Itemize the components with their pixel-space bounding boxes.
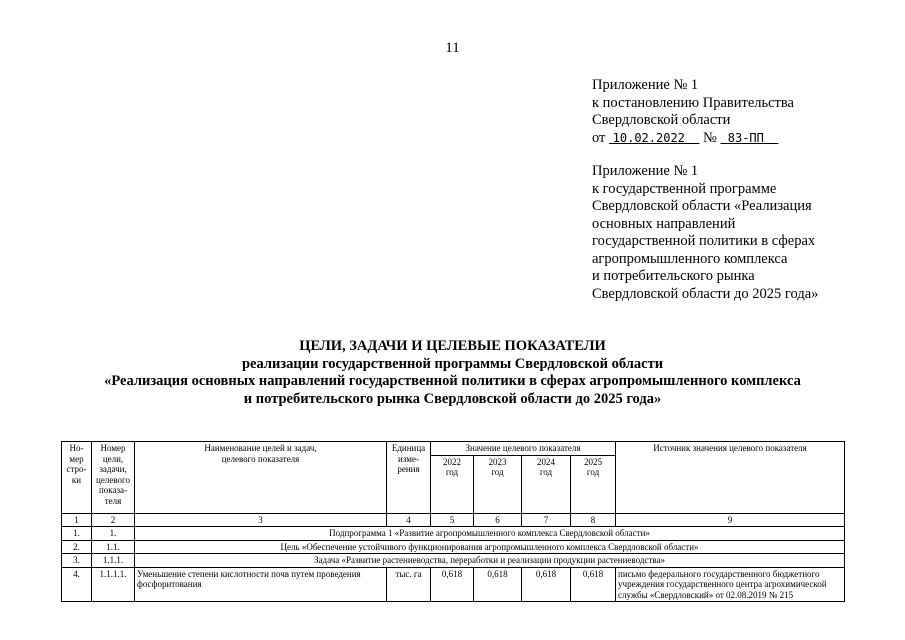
indicators-table: [61, 441, 845, 602]
annex2-line: Приложение № 1: [592, 163, 699, 179]
row-number: 1.: [62, 527, 92, 541]
row-code: 1.: [92, 527, 135, 541]
annex1-date-line: [592, 130, 892, 148]
header-unit: Единица изме- рения: [387, 442, 431, 514]
column-number-row: [62, 513, 845, 527]
row-number: 3.: [62, 554, 92, 568]
col-number: 6: [474, 513, 522, 527]
row-number: 2.: [62, 540, 92, 554]
subprogram-title: Подпрограмма 1 «Развитие агропромышленного комплекса Свердловской области»: [135, 527, 845, 541]
table-row: [62, 567, 845, 602]
date-field: [609, 130, 699, 146]
annex1-line3: Свердловской области: [592, 112, 731, 128]
col-number: 2: [92, 513, 135, 527]
annex2-line: Свердловской области «Реализация: [592, 198, 812, 214]
header-year: 2025 год: [571, 455, 616, 513]
annex-program-block: [592, 163, 892, 303]
header-value-group: Значение целевого показателя: [431, 442, 616, 456]
col-number: 1: [62, 513, 92, 527]
indicator-source: письмо федерального государственного бюджетного учреждения государственного центра агрохимической службы «Свердловский» от 02.08.2019 № 215: [616, 567, 845, 602]
heading-line: и потребительского рынка Свердловской области до 2025 года»: [243, 390, 662, 407]
annex2-line: основных направлений: [592, 215, 736, 232]
indicator-value: 0,618: [431, 567, 474, 602]
date-prefix: от: [592, 129, 606, 146]
annex2-line: к государственной программе: [592, 180, 777, 197]
table-row: [62, 554, 845, 568]
row-code: 1.1.1.: [92, 554, 135, 568]
col-number: 9: [616, 513, 845, 527]
row-code: 1.1.1.1.: [92, 567, 135, 602]
heading-line: ЦЕЛИ, ЗАДАЧИ И ЦЕЛЕВЫЕ ПОКАЗАТЕЛИ: [299, 338, 606, 354]
table-row: [62, 540, 845, 554]
indicator-name: Уменьшение степени кислотности почв путем проведения фосфоритования: [135, 567, 387, 602]
col-number: 8: [571, 513, 616, 527]
annex-resolution-block: [592, 77, 892, 147]
indicator-unit: тыс. га: [387, 567, 431, 602]
header-goal-no: Номер цели, задачи, целевого показа- теля: [92, 442, 135, 514]
number-value: 83-ПП: [727, 130, 764, 145]
number-field: [721, 130, 779, 146]
date-value: 10.02.2022: [612, 130, 685, 145]
annex1-line2: к постановлению Правительства: [592, 94, 794, 111]
table-row: [62, 527, 845, 541]
annex2-line: Свердловской области до 2025 года»: [592, 285, 819, 302]
header-row: [62, 442, 845, 456]
header-year: 2022 год: [431, 455, 474, 513]
col-number: 7: [522, 513, 571, 527]
header-year: 2023 год: [474, 455, 522, 513]
col-number: 3: [135, 513, 387, 527]
header-source: Источник значения целевого показателя: [616, 442, 845, 514]
number-prefix: №: [703, 129, 717, 146]
header-year: 2024 год: [522, 455, 571, 513]
col-number: 4: [387, 513, 431, 527]
document-heading: [0, 338, 905, 408]
col-number: 5: [431, 513, 474, 527]
annex2-line: агропромышленного комплекса: [592, 250, 788, 267]
indicator-value: 0,618: [571, 567, 616, 602]
annex2-line: государственной политики в сферах: [592, 233, 816, 249]
annex1-line1: Приложение № 1: [592, 77, 699, 93]
indicator-value: 0,618: [474, 567, 522, 602]
header-name: Наименование целей и задач, целевого показателя: [135, 442, 387, 514]
heading-line: реализации государственной программы Свердловской области: [241, 355, 664, 372]
header-row-no: Но- мер стро- ки: [62, 442, 92, 514]
goal-title: Цель «Обеспечение устойчивого функционирования агропромышленного комплекса Свердловской области»: [135, 540, 845, 554]
row-number: 4.: [62, 567, 92, 602]
indicator-value: 0,618: [522, 567, 571, 602]
annex2-line: и потребительского рынка: [592, 268, 755, 284]
row-code: 1.1.: [92, 540, 135, 554]
task-title: Задача «Развитие растениеводства, переработки и реализации продукции растениеводства»: [135, 554, 845, 568]
page-number: 11: [445, 40, 460, 56]
heading-line: «Реализация основных направлений государственной политики в сферах агропромышленного комплекса: [104, 373, 801, 389]
